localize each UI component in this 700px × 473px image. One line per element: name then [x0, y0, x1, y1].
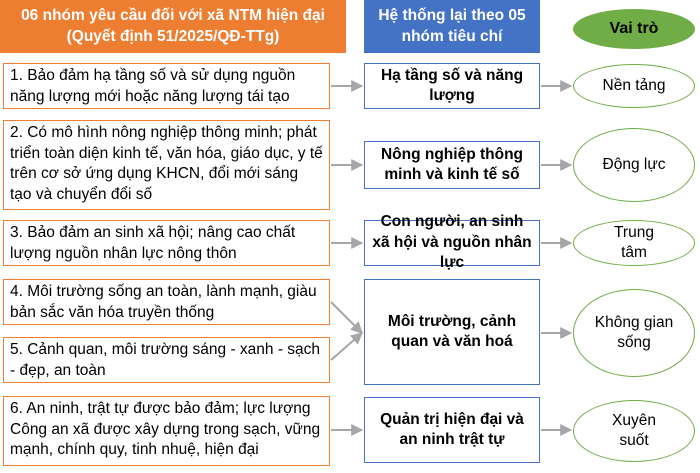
arrow-req4-crit4 [331, 302, 362, 333]
role-2: Động lực [573, 128, 695, 202]
role-5-label: Xuyên suốt [612, 412, 656, 449]
role-4-label: Không gian sống [594, 314, 674, 351]
criteria-header: Hệ thống lại theo 05 nhóm tiêu chí [364, 0, 540, 53]
criterion-1: Hạ tầng số và năng lượng [364, 63, 540, 109]
role-3 [573, 220, 695, 266]
role-4 [573, 289, 695, 377]
criterion-4: Môi trường, cảnh quan và văn hoá [364, 279, 540, 385]
criterion-5: Quản trị hiện đại và an ninh trật tự [364, 397, 540, 463]
requirement-1: 1. Bảo đảm hạ tầng số và sử dụng nguồn năng lượng mới hoặc năng lượng tái tạo [3, 63, 330, 109]
role-3-label: Trung tâm [614, 224, 654, 261]
requirements-header: 06 nhóm yêu cầu đối với xã NTM hiện đại (Quyết định 51/2025/QĐ-TTg) [0, 0, 346, 53]
role-1: Nền tảng [573, 64, 695, 108]
requirement-4: 4. Môi trường sống an toàn, lành mạnh, giàu bản sắc văn hóa truyền thống [3, 279, 330, 325]
requirement-3: 3. Bảo đảm an sinh xã hội; nâng cao chất lượng nguồn nhân lực nông thôn [3, 220, 330, 266]
criterion-3: Con người, an sinh xã hội và nguồn nhân lực [364, 220, 540, 266]
requirement-6: 6. An ninh, trật tự được bảo đảm; lực lượng Công an xã được xây dựng trong sạch, vững mạnh, chính quy, tinh nhuệ, hiện đại [3, 396, 330, 466]
criterion-2: Nông nghiệp thông minh và kinh tế số [364, 141, 540, 189]
roles-header: Vai trò [573, 9, 695, 49]
requirement-5: 5. Cảnh quan, môi trường sáng - xanh - sạch - đẹp, an toàn [3, 337, 330, 383]
requirement-2: 2. Có mô hình nông nghiệp thông minh; phát triển toàn diện kinh tế, văn hóa, giáo dục, y tế trên cơ sở ứng dụng KHCN, đổi mới sáng tạo và chuyển đổi số [3, 120, 330, 210]
arrow-req5-crit4 [331, 333, 362, 360]
role-5 [573, 400, 695, 462]
